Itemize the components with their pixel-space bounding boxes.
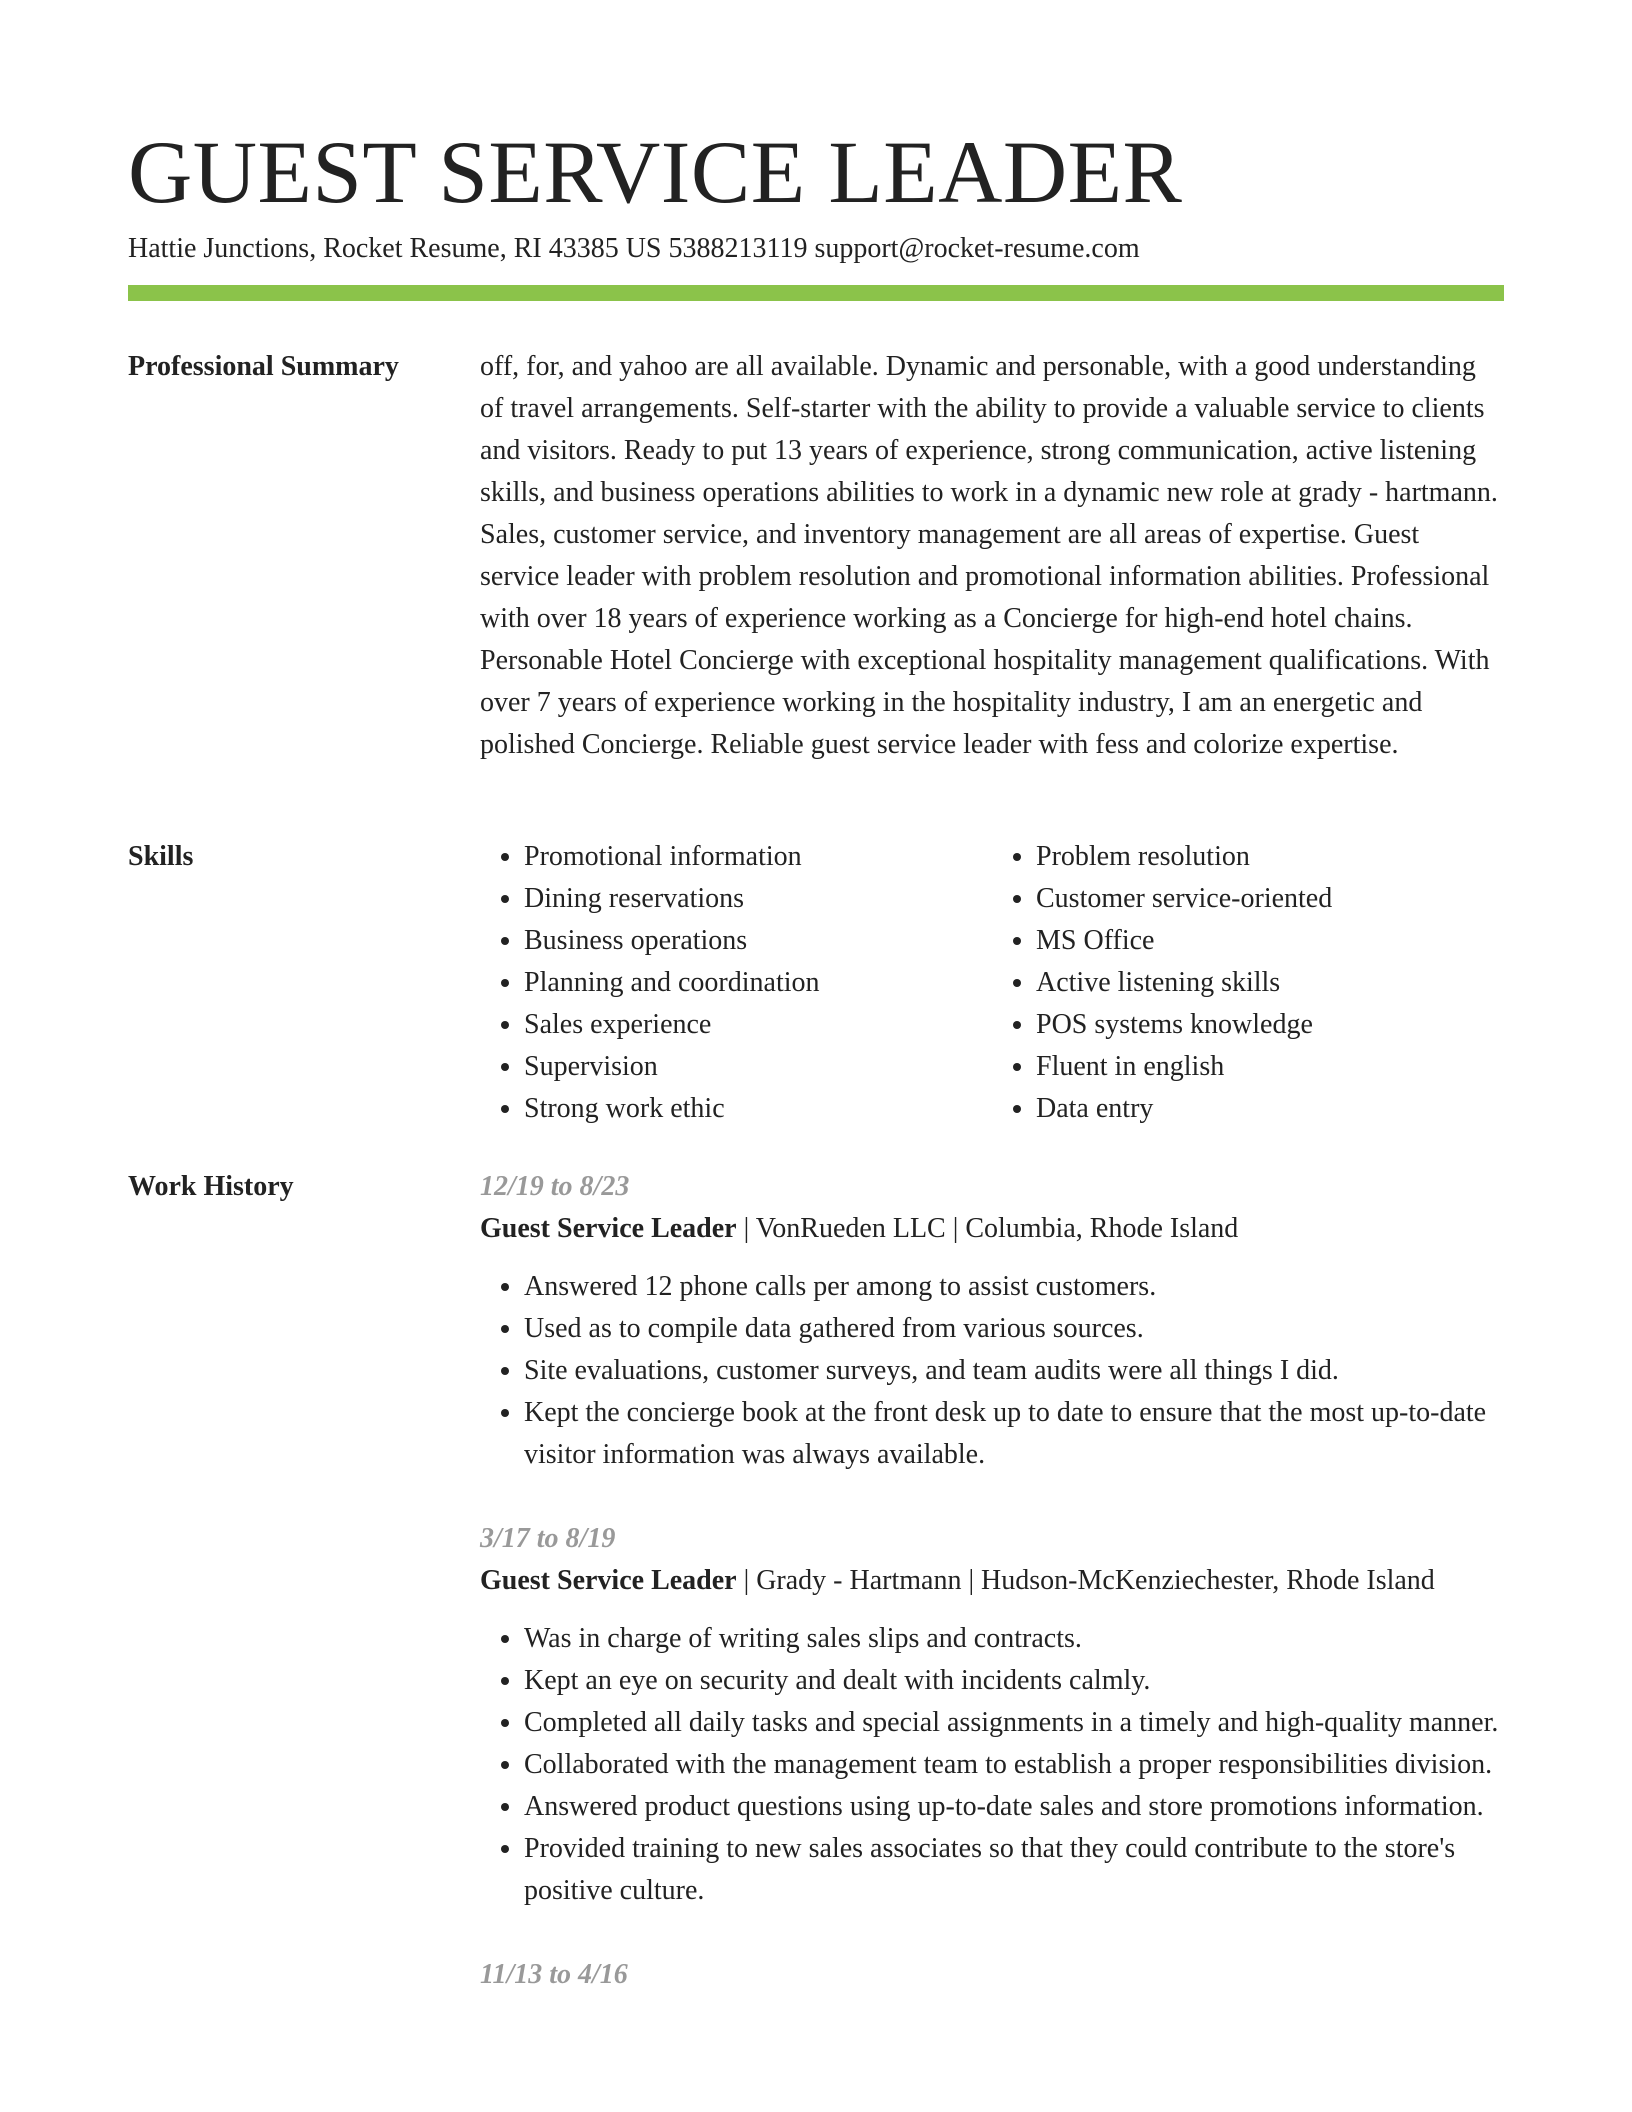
skill-item: • Sales experience: [524, 1004, 992, 1046]
summary-heading: Professional Summary: [128, 351, 399, 382]
job-entry: [480, 1518, 1504, 1912]
job-bullet: • Kept an eye on security and dealt with incidents calmly.: [524, 1660, 1504, 1702]
job-entry: [480, 1954, 1504, 1996]
job-bullet: • Answered product questions using up-to-date sales and store promotions information.: [524, 1786, 1504, 1828]
skill-item: • Planning and coordination: [524, 962, 992, 1004]
skill-item: • Supervision: [524, 1046, 992, 1088]
skill-item: • Customer service-oriented: [1036, 878, 1504, 920]
job-bullet: • Used as to compile data gathered from various sources.: [524, 1308, 1504, 1350]
job-bullet: • Kept the concierge book at the front desk up to date to ensure that the most up-to-date visitor information was always available.: [524, 1392, 1504, 1476]
skills-list-left: [480, 836, 992, 1130]
job-bullet: • Answered 12 phone calls per among to assist customers.: [524, 1266, 1504, 1308]
skill-item: • Business operations: [524, 920, 992, 962]
job-dates: 3/17 to 8/19: [480, 1523, 616, 1554]
job-title-line: [480, 1208, 1504, 1250]
job-title-line: [480, 1560, 1504, 1602]
job-bullet: • Site evaluations, customer surveys, and team audits were all things I did.: [524, 1350, 1504, 1392]
work-history-section: [480, 1166, 1504, 2038]
skill-item: • POS systems knowledge: [1036, 1004, 1504, 1046]
resume-title: GUEST SERVICE LEADER: [128, 124, 1183, 222]
job-title: Guest Service Leader: [480, 1565, 737, 1596]
skill-item: • Fluent in english: [1036, 1046, 1504, 1088]
job-dates: 12/19 to 8/23: [480, 1171, 630, 1202]
summary-text: off, for, and yahoo are all available. Dynamic and personable, with a good understanding of travel arrangements. Self-starter with the ability to provide a valuable service to clients and visitors. Ready to put 13 years of experience, strong communication, active listening skills, and business operations abilities to work in a dynamic new role at grady - hartmann. Sales, customer service, and inventory management are all areas of expertise. Guest service leader with problem resolution and promotional information abilities. Professional with over 18 years of experience working as a Concierge for high-end hotel chains. Personable Hotel Concierge with exceptional hospitality management qualifications. With over 7 years of experience working in the hospitality industry, I am an energetic and polished Concierge. Reliable guest service leader with fess and colorize expertise.: [480, 351, 1498, 760]
job-bullet-list: [480, 1618, 1504, 1912]
skill-item: • Active listening skills: [1036, 962, 1504, 1004]
job-bullet: • Provided training to new sales associates so that they could contribute to the store's positive culture.: [524, 1828, 1504, 1912]
skills-heading: Skills: [128, 841, 194, 872]
work-history-heading: Work History: [128, 1171, 294, 1202]
accent-divider: [128, 285, 1504, 301]
skill-item: • Strong work ethic: [524, 1088, 992, 1130]
contact-line: Hattie Junctions, Rocket Resume, RI 43385 US 5388213119 support@rocket-resume.com: [128, 233, 1140, 264]
job-bullet: • Was in charge of writing sales slips and contracts.: [524, 1618, 1504, 1660]
job-title: Guest Service Leader: [480, 1213, 737, 1244]
skill-item: • MS Office: [1036, 920, 1504, 962]
skills-columns: [480, 836, 1504, 1130]
job-employer-location: | VonRueden LLC | Columbia, Rhode Island: [736, 1213, 1239, 1244]
summary-section: [480, 346, 1504, 766]
skill-item: • Dining reservations: [524, 878, 992, 920]
skills-list-right: [992, 836, 1504, 1130]
skills-section: [480, 836, 1504, 1130]
job-entry: [480, 1166, 1504, 1476]
skill-item: • Problem resolution: [1036, 836, 1504, 878]
job-employer-location: | Grady - Hartmann | Hudson-McKenziechester, Rhode Island: [736, 1565, 1435, 1596]
job-bullet: • Completed all daily tasks and special assignments in a timely and high-quality manner.: [524, 1702, 1504, 1744]
job-dates: 11/13 to 4/16: [480, 1959, 628, 1990]
skill-item: • Data entry: [1036, 1088, 1504, 1130]
skill-item: • Promotional information: [524, 836, 992, 878]
job-bullet: • Collaborated with the management team to establish a proper responsibilities division.: [524, 1744, 1504, 1786]
job-bullet-list: [480, 1266, 1504, 1476]
